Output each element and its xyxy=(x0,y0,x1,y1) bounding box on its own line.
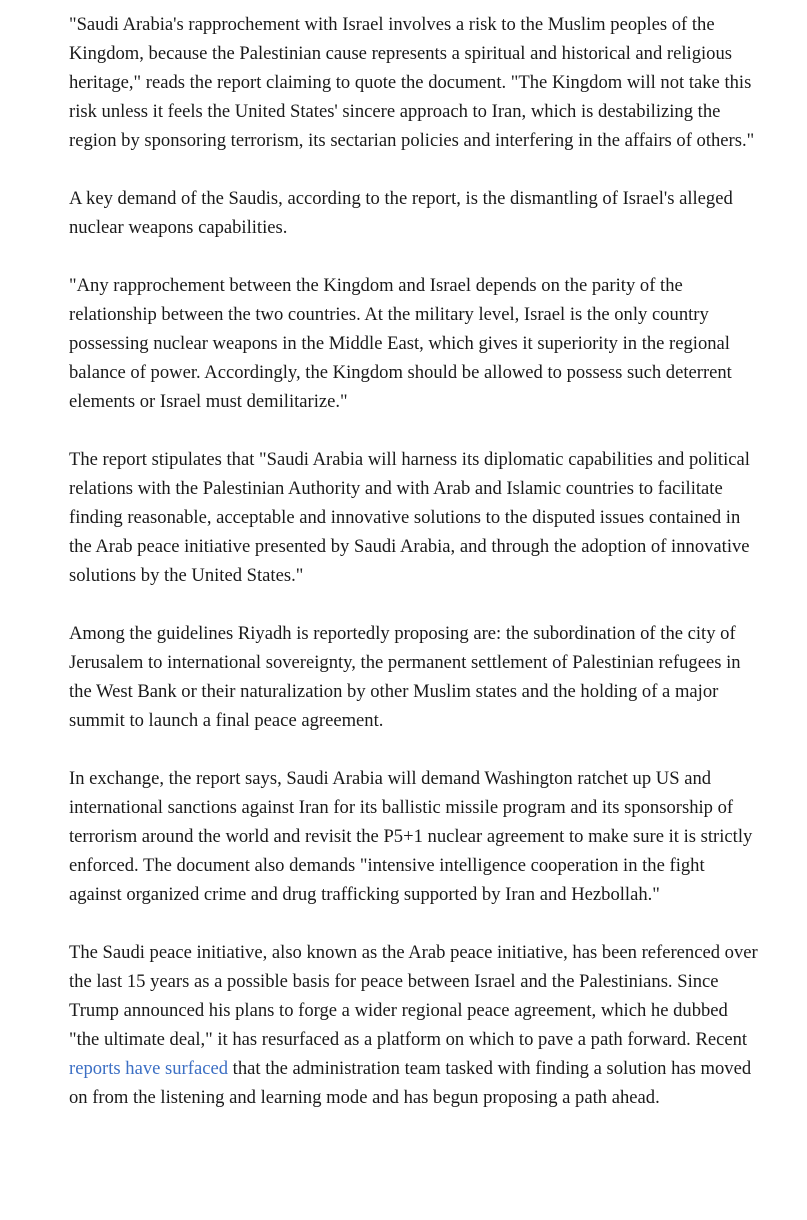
paragraph-text-after-link: that the administration team tasked with finding a solution has moved on from the listening and learning mode and has begun proposing a path ahead. xyxy=(69,1058,752,1108)
paragraph-saudi-rapprochement-quote: "Saudi Arabia's rapprochement with Israel involves a risk to the Muslim peoples of the Kingdom, because the Palestinian cause represents a spiritual and historical and religious heritage," reads the report claiming to quote the document. "The Kingdom will not take this risk unless it feels the United States' sincere approach to Iran, which is destabilizing the region by sponsoring terrorism, its sectarian policies and interfering in the affairs of others." xyxy=(69,14,755,151)
paragraph-nuclear-demand: A key demand of the Saudis, according to the report, is the dismantling of Israel's alleged nuclear weapons capabilities. xyxy=(69,188,733,238)
paragraph-riyadh-guidelines: Among the guidelines Riyadh is reportedly proposing are: the subordination of the city of Jerusalem to international sovereignty, the permanent settlement of Palestinian refugees in the West Bank or their naturalization by other Muslim states and the holding of a major summit to launch a final peace agreement. xyxy=(69,623,741,731)
paragraph-arab-peace-initiative xyxy=(69,938,759,1112)
paragraph-parity-quote: "Any rapprochement between the Kingdom and Israel depends on the parity of the relationship between the two countries. At the military level, Israel is the only country possessing nuclear weapons in the Middle East, which gives it superiority in the regional balance of power. Accordingly, the Kingdom should be allowed to possess such deterrent elements or Israel must demilitarize." xyxy=(69,275,732,412)
paragraph-text-before-link: The Saudi peace initiative, also known as the Arab peace initiative, has been referenced over the last 15 years as a possible basis for peace between Israel and the Palestinians. Since Trump announced his plans to forge a wider regional peace agreement, which he dubbed "the ultimate deal," it has resurfaced as a platform on which to pave a path forward. Recent xyxy=(69,942,758,1050)
article-body xyxy=(69,10,759,1141)
reports-have-surfaced-link[interactable]: reports have surfaced xyxy=(69,1058,229,1079)
paragraph-sanctions-demand: In exchange, the report says, Saudi Arabia will demand Washington ratchet up US and international sanctions against Iran for its ballistic missile program and its sponsorship of terrorism around the world and revisit the P5+1 nuclear agreement to make sure it is strictly enforced. The document also demands "intensive intelligence cooperation in the fight against organized crime and drug trafficking supported by Iran and Hezbollah." xyxy=(69,768,753,905)
paragraph-diplomatic-capabilities: The report stipulates that "Saudi Arabia will harness its diplomatic capabilities and political relations with the Palestinian Authority and with Arab and Islamic countries to facilitate finding reasonable, acceptable and innovative solutions to the disputed issues contained in the Arab peace initiative presented by Saudi Arabia, and through the adoption of innovative solutions by the United States." xyxy=(69,449,750,586)
